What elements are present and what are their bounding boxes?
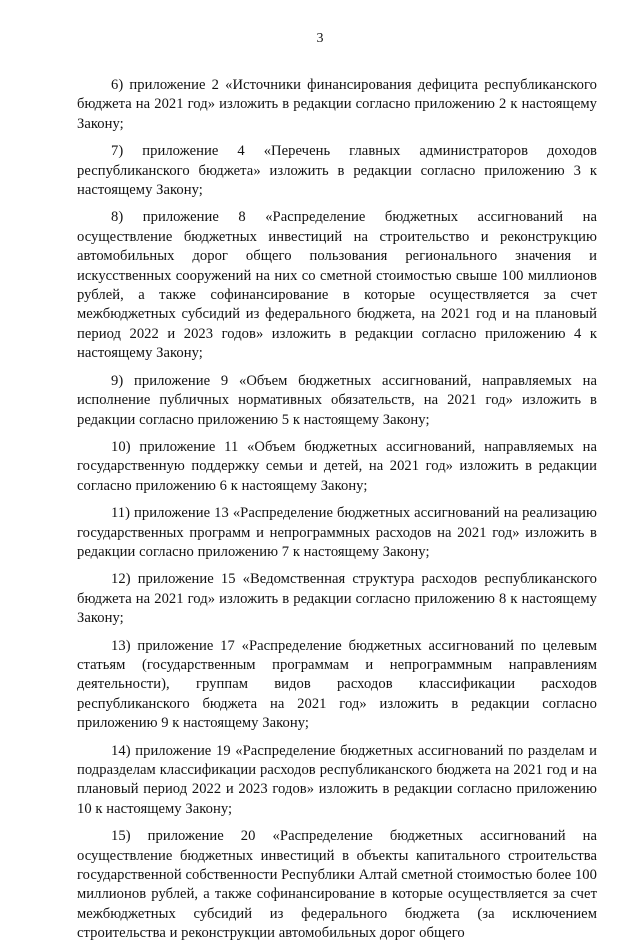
- paragraph-item-8: 8) приложение 8 «Распределение бюджетных ассигнований на осуществление бюджетных инвестиций на строительство и реконструкцию автомобильных дорог общего пользования регионального значения и искусственных сооружений на них со сметной стоимостью свыше 100 миллионов рублей, а также софинансирование в которые осуществляется за счет межбюджетных субсидий из федерального бюджета, на 2021 год и на плановый период 2022 и 2023 годов» изложить в редакции согласно приложению 4 к настоящему Закону;: [77, 209, 597, 362]
- paragraph-item-12: 12) приложение 15 «Ведомственная структура расходов республиканского бюджета на 2021 год» изложить в редакции согласно приложению 8 к настоящему Закону;: [77, 571, 597, 627]
- paragraph-item-10: 10) приложение 11 «Объем бюджетных ассигнований, направляемых на государственную поддержку семьи и детей, на 2021 год» изложить в редакции согласно приложению 6 к настоящему Закону;: [77, 438, 597, 494]
- page-number: 3: [316, 31, 324, 46]
- paragraph-item-11: 11) приложение 13 «Распределение бюджетных ассигнований на реализацию государственных программ и непрограммных расходов на 2021 год» изложить в редакции согласно приложению 7 к настоящему Закону;: [77, 505, 597, 560]
- paragraph-item-15: 15) приложение 20 «Распределение бюджетных ассигнований на осуществление бюджетных инвестиций в объекты капитального строительства государственной собственности Республики Алтай сметной стоимостью более 100 миллионов рублей, а также софинансирование в которые осуществляется за счет межбюджетных субсидий из федерального бюджета (за исключением строительства и реконструкции автомобильных дорог общего: [77, 828, 597, 942]
- document-body: [77, 76, 597, 952]
- paragraph-item-13: 13) приложение 17 «Распределение бюджетных ассигнований по целевым статьям (государственным программам и непрограммным направлениям деятельности), группам видов расходов классификации расходов республиканского бюджета на 2021 год» изложить в редакции согласно приложению 9 к настоящему Закону;: [77, 637, 597, 732]
- paragraph-item-9: 9) приложение 9 «Объем бюджетных ассигнований, направляемых на исполнение публичных нормативных обязательств, на 2021 год» изложить в редакции согласно приложению 5 к настоящему Закону;: [77, 372, 597, 428]
- paragraph-item-14: 14) приложение 19 «Распределение бюджетных ассигнований по разделам и подразделам классификации расходов республиканского бюджета на 2021 год и на плановый период 2022 и 2023 годов» изложить в редакции согласно приложению 10 к настоящему Закону;: [77, 742, 597, 817]
- paragraph-item-7: 7) приложение 4 «Перечень главных администраторов доходов республиканского бюджета» изложить в редакции согласно приложению 3 к настоящему Закону;: [77, 143, 597, 199]
- paragraph-item-6: 6) приложение 2 «Источники финансирования дефицита республиканского бюджета на 2021 год» изложить в редакции согласно приложению 2 к настоящему Закону;: [77, 77, 597, 132]
